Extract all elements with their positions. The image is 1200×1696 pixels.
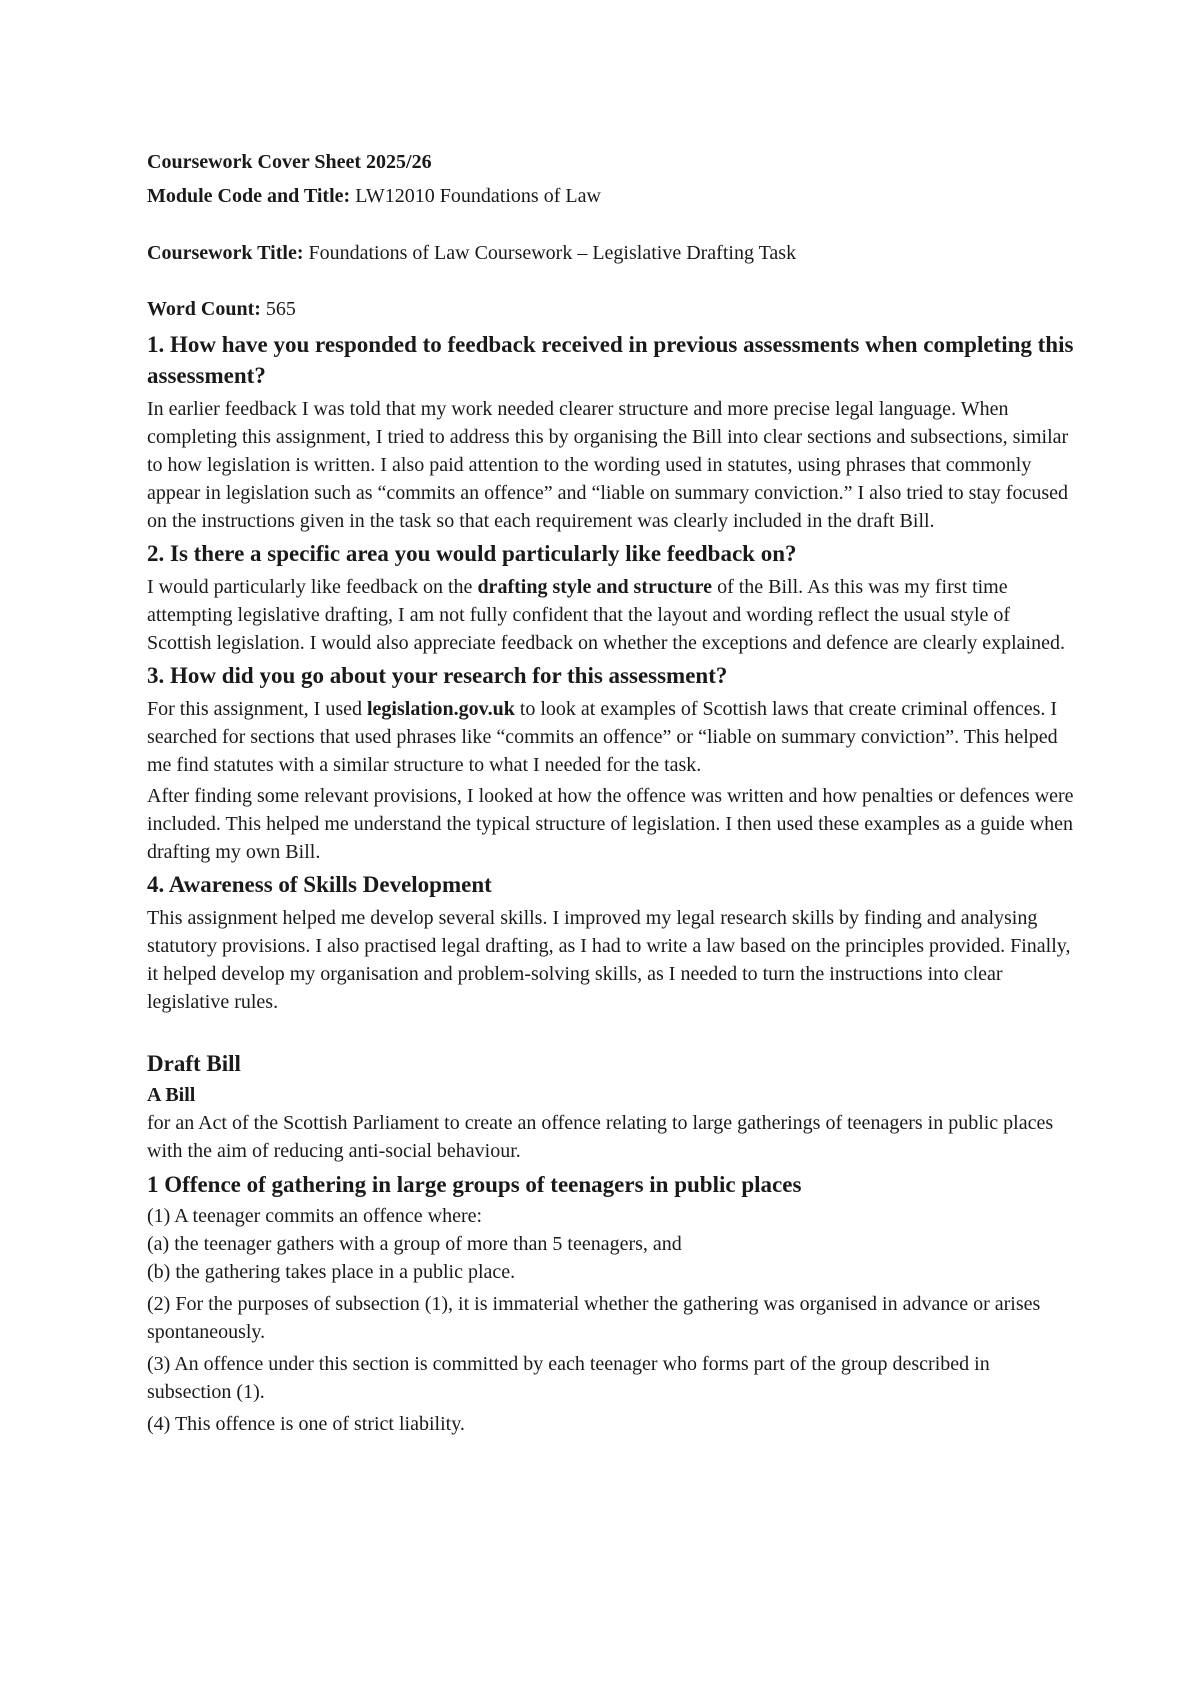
coursework-title-value: Foundations of Law Coursework – Legislative Drafting Task xyxy=(303,242,797,264)
word-count-value: 565 xyxy=(260,298,296,320)
module-value: LW12010 Foundations of Law xyxy=(350,185,601,207)
q3-para-1 xyxy=(147,695,1077,779)
q1-body: In earlier feedback I was told that my work needed clearer structure and more precise legal language. When completing this assignment, I tried to address this by organising the Bill into clear sections and subsections, similar to how legislation is written. I also paid attention to the wording used in statutes, using phrases that commonly appear in legislation such as “commits an offence” and “liable on summary conviction.” I also tried to stay focused on the instructions given in the task so that each requirement was clearly included in the draft Bill. xyxy=(147,398,1069,532)
draft-bill-heading: Draft Bill xyxy=(147,1051,241,1076)
q2-heading: 2. Is there a specific area you would particularly like feedback on? xyxy=(147,541,797,566)
q4-heading: 4. Awareness of Skills Development xyxy=(147,872,492,897)
module-label: Module Code and Title: xyxy=(147,185,351,207)
subsection-3: (3) An offence under this section is committed by each teenager who forms part of the group described in subsection (1). xyxy=(147,1353,990,1403)
bill-subheading: A Bill xyxy=(147,1084,196,1106)
q4-body: This assignment helped me develop several skills. I improved my legal research skills by finding and analysing statutory provisions. I also practised legal drafting, as I had to write a law based on the principles provided. Finally, it helped develop my organisation and problem-solving skills, as I needed to turn the instructions into clear legislative rules. xyxy=(147,907,1071,1013)
coursework-title-line xyxy=(147,239,1077,267)
bill-long-title: for an Act of the Scottish Parliament to create an offence relating to large gatherings of teenagers in public places with the aim of reducing anti-social behaviour. xyxy=(147,1112,1054,1162)
subsection-2: (2) For the purposes of subsection (1), it is immaterial whether the gathering was organised in advance or arises spontaneously. xyxy=(147,1293,1041,1343)
q2-body-bold: drafting style and structure xyxy=(477,576,713,598)
q3-heading: 3. How did you go about your research for this assessment? xyxy=(147,663,728,688)
section-1-heading: 1 Offence of gathering in large groups of teenagers in public places xyxy=(147,1172,802,1197)
q3-p1-pre: For this assignment, I used xyxy=(147,698,367,720)
q2-body-pre: I would particularly like feedback on the xyxy=(147,576,478,598)
document-page xyxy=(147,148,1077,1438)
q3-link-text: legislation.gov.uk xyxy=(367,698,515,720)
cover-title: Coursework Cover Sheet 2025/26 xyxy=(147,151,432,173)
word-count-label: Word Count: xyxy=(147,298,261,320)
subsection-1a: (a) the teenager gathers with a group of more than 5 teenagers, and xyxy=(147,1233,682,1255)
q2-body-post: of the Bill. As this was my first time attempting legislative drafting, I am not fully confident that the layout and wording reflect the usual style of Scottish legislation. I would also appreciate feedback on whether the exceptions and defence are clearly explained. xyxy=(147,576,1065,654)
subsection-4: (4) This offence is one of strict liability. xyxy=(147,1413,465,1435)
coursework-title-label: Coursework Title: xyxy=(147,242,304,264)
subsection-1: (1) A teenager commits an offence where: xyxy=(147,1205,483,1227)
subsection-1b: (b) the gathering takes place in a public place. xyxy=(147,1261,516,1283)
module-line xyxy=(147,182,1077,210)
q3-p1-post: to look at examples of Scottish laws that create criminal offences. I searched for sections that used phrases like “commits an offence” or “liable on summary conviction”. This helped me find statutes with a similar structure to what I needed for the task. xyxy=(147,698,1058,776)
word-count-line xyxy=(147,295,1077,323)
q3-para-2: After finding some relevant provisions, I looked at how the offence was written and how penalties or defences were included. This helped me understand the typical structure of legislation. I then used these examples as a guide when drafting my own Bill. xyxy=(147,785,1074,863)
q1-heading: 1. How have you responded to feedback received in previous assessments when completing this assessment? xyxy=(147,332,1074,388)
q2-body xyxy=(147,573,1077,657)
